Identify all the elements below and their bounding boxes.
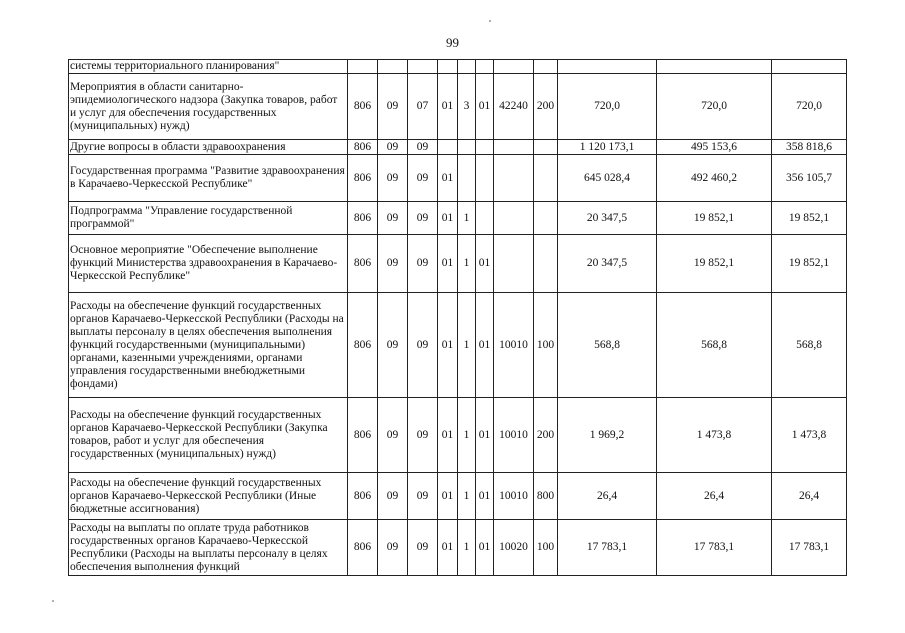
subsection-code: 09 bbox=[408, 202, 438, 235]
amount-year-3: 26,4 bbox=[772, 473, 847, 520]
row-description: Мероприятия в области санитарно-эпидемиологического надзора (Закупка товаров, работ и услуг для обеспечения государственных (муниципальных) нужд) bbox=[69, 74, 348, 140]
budget-table bbox=[68, 59, 847, 576]
subprogram-code bbox=[458, 155, 476, 202]
amount-year-2: 17 783,1 bbox=[657, 520, 772, 576]
section-code: 09 bbox=[378, 293, 408, 398]
subprogram-code: 1 bbox=[458, 473, 476, 520]
section-code: 09 bbox=[378, 473, 408, 520]
amount-year-2: 1 473,8 bbox=[657, 398, 772, 473]
table-row bbox=[69, 473, 847, 520]
direction-code: 10010 bbox=[494, 473, 534, 520]
expense-type-code bbox=[534, 60, 558, 74]
measure-code: 01 bbox=[476, 74, 494, 140]
table-row bbox=[69, 60, 847, 74]
direction-code bbox=[494, 140, 534, 155]
amount-year-2: 720,0 bbox=[657, 74, 772, 140]
row-description: Расходы на обеспечение функций государственных органов Карачаево-Черкесской Республики (Закупка товаров, работ и услуг для обеспечения государственных (муниципальных) нужд) bbox=[69, 398, 348, 473]
direction-code: 10010 bbox=[494, 293, 534, 398]
subprogram-code: 3 bbox=[458, 74, 476, 140]
subprogram-code: 1 bbox=[458, 293, 476, 398]
program-code: 01 bbox=[438, 235, 458, 293]
measure-code: 01 bbox=[476, 293, 494, 398]
amount-year-1: 568,8 bbox=[558, 293, 657, 398]
ved-code: 806 bbox=[348, 473, 378, 520]
measure-code bbox=[476, 60, 494, 74]
amount-year-2: 492 460,2 bbox=[657, 155, 772, 202]
program-code bbox=[438, 140, 458, 155]
program-code: 01 bbox=[438, 155, 458, 202]
amount-year-1: 1 969,2 bbox=[558, 398, 657, 473]
subprogram-code: 1 bbox=[458, 202, 476, 235]
amount-year-1: 1 120 173,1 bbox=[558, 140, 657, 155]
direction-code bbox=[494, 155, 534, 202]
section-code: 09 bbox=[378, 398, 408, 473]
table-row bbox=[69, 520, 847, 576]
expense-type-code: 200 bbox=[534, 74, 558, 140]
program-code bbox=[438, 60, 458, 74]
table-row bbox=[69, 235, 847, 293]
table-row bbox=[69, 398, 847, 473]
row-description: Подпрограмма "Управление государственной программой" bbox=[69, 202, 348, 235]
expense-type-code: 200 bbox=[534, 398, 558, 473]
direction-code: 10010 bbox=[494, 398, 534, 473]
table-row bbox=[69, 74, 847, 140]
amount-year-1: 720,0 bbox=[558, 74, 657, 140]
ved-code: 806 bbox=[348, 140, 378, 155]
subprogram-code: 1 bbox=[458, 398, 476, 473]
program-code: 01 bbox=[438, 74, 458, 140]
row-description: системы территориального планирования" bbox=[69, 60, 348, 74]
direction-code bbox=[494, 60, 534, 74]
expense-type-code: 100 bbox=[534, 293, 558, 398]
subprogram-code: 1 bbox=[458, 235, 476, 293]
table-row bbox=[69, 140, 847, 155]
row-description: Государственная программа "Развитие здравоохранения в Карачаево-Черкесской Республике" bbox=[69, 155, 348, 202]
subsection-code: 09 bbox=[408, 473, 438, 520]
subsection-code: 09 bbox=[408, 520, 438, 576]
measure-code: 01 bbox=[476, 398, 494, 473]
subsection-code: 09 bbox=[408, 293, 438, 398]
amount-year-3: 17 783,1 bbox=[772, 520, 847, 576]
direction-code: 10020 bbox=[494, 520, 534, 576]
subsection-code: 09 bbox=[408, 155, 438, 202]
section-code: 09 bbox=[378, 202, 408, 235]
row-description: Основное мероприятие "Обеспечение выполнение функций Министерства здравоохранения в Карачаево-Черкесской Республике" bbox=[69, 235, 348, 293]
section-code: 09 bbox=[378, 155, 408, 202]
amount-year-3: 358 818,6 bbox=[772, 140, 847, 155]
amount-year-2 bbox=[657, 60, 772, 74]
ved-code: 806 bbox=[348, 293, 378, 398]
amount-year-2: 495 153,6 bbox=[657, 140, 772, 155]
row-description: Расходы на выплаты по оплате труда работников государственных органов Карачаево-Черкесской Республики (Расходы на выплаты персоналу в целях обеспечения выполнения функций bbox=[69, 520, 348, 576]
ved-code: 806 bbox=[348, 155, 378, 202]
ved-code: 806 bbox=[348, 520, 378, 576]
page-number: 99 bbox=[446, 35, 459, 50]
expense-type-code bbox=[534, 155, 558, 202]
amount-year-1: 645 028,4 bbox=[558, 155, 657, 202]
program-code: 01 bbox=[438, 202, 458, 235]
subprogram-code: 1 bbox=[458, 520, 476, 576]
subsection-code: 09 bbox=[408, 398, 438, 473]
amount-year-3: 19 852,1 bbox=[772, 235, 847, 293]
table-row bbox=[69, 293, 847, 398]
amount-year-3: 356 105,7 bbox=[772, 155, 847, 202]
amount-year-3 bbox=[772, 60, 847, 74]
section-code: 09 bbox=[378, 235, 408, 293]
ved-code: 806 bbox=[348, 74, 378, 140]
section-code: 09 bbox=[378, 74, 408, 140]
amount-year-1: 26,4 bbox=[558, 473, 657, 520]
measure-code: 01 bbox=[476, 473, 494, 520]
amount-year-1 bbox=[558, 60, 657, 74]
section-code: 09 bbox=[378, 520, 408, 576]
ved-code: 806 bbox=[348, 235, 378, 293]
measure-code bbox=[476, 202, 494, 235]
amount-year-3: 720,0 bbox=[772, 74, 847, 140]
measure-code bbox=[476, 140, 494, 155]
amount-year-3: 568,8 bbox=[772, 293, 847, 398]
amount-year-3: 1 473,8 bbox=[772, 398, 847, 473]
ved-code: 806 bbox=[348, 398, 378, 473]
ved-code bbox=[348, 60, 378, 74]
amount-year-2: 26,4 bbox=[657, 473, 772, 520]
row-description: Расходы на обеспечение функций государственных органов Карачаево-Черкесской Республики (Иные бюджетные ассигнования) bbox=[69, 473, 348, 520]
row-description: Другие вопросы в области здравоохранения bbox=[69, 140, 348, 155]
measure-code: 01 bbox=[476, 520, 494, 576]
subsection-code bbox=[408, 60, 438, 74]
subsection-code: 09 bbox=[408, 140, 438, 155]
measure-code bbox=[476, 155, 494, 202]
program-code: 01 bbox=[438, 473, 458, 520]
expense-type-code bbox=[534, 140, 558, 155]
table-row bbox=[69, 202, 847, 235]
section-code bbox=[378, 60, 408, 74]
ved-code: 806 bbox=[348, 202, 378, 235]
amount-year-2: 19 852,1 bbox=[657, 235, 772, 293]
program-code: 01 bbox=[438, 398, 458, 473]
amount-year-1: 20 347,5 bbox=[558, 202, 657, 235]
section-code: 09 bbox=[378, 140, 408, 155]
scan-speck bbox=[489, 20, 491, 22]
program-code: 01 bbox=[438, 520, 458, 576]
direction-code bbox=[494, 202, 534, 235]
amount-year-2: 19 852,1 bbox=[657, 202, 772, 235]
expense-type-code bbox=[534, 202, 558, 235]
expense-type-code: 100 bbox=[534, 520, 558, 576]
table-row bbox=[69, 155, 847, 202]
subsection-code: 09 bbox=[408, 235, 438, 293]
scan-speck bbox=[52, 600, 54, 602]
direction-code: 42240 bbox=[494, 74, 534, 140]
amount-year-3: 19 852,1 bbox=[772, 202, 847, 235]
direction-code bbox=[494, 235, 534, 293]
amount-year-2: 568,8 bbox=[657, 293, 772, 398]
row-description: Расходы на обеспечение функций государственных органов Карачаево-Черкесской Республики (Расходы на выплаты персоналу в целях обеспечения выполнения функций государственными (муниципальными) органами, казенными учреждениями, органами управления государственными внебюджетными фондами) bbox=[69, 293, 348, 398]
expense-type-code bbox=[534, 235, 558, 293]
amount-year-1: 17 783,1 bbox=[558, 520, 657, 576]
expense-type-code: 800 bbox=[534, 473, 558, 520]
subprogram-code bbox=[458, 140, 476, 155]
amount-year-1: 20 347,5 bbox=[558, 235, 657, 293]
program-code: 01 bbox=[438, 293, 458, 398]
measure-code: 01 bbox=[476, 235, 494, 293]
subprogram-code bbox=[458, 60, 476, 74]
subsection-code: 07 bbox=[408, 74, 438, 140]
